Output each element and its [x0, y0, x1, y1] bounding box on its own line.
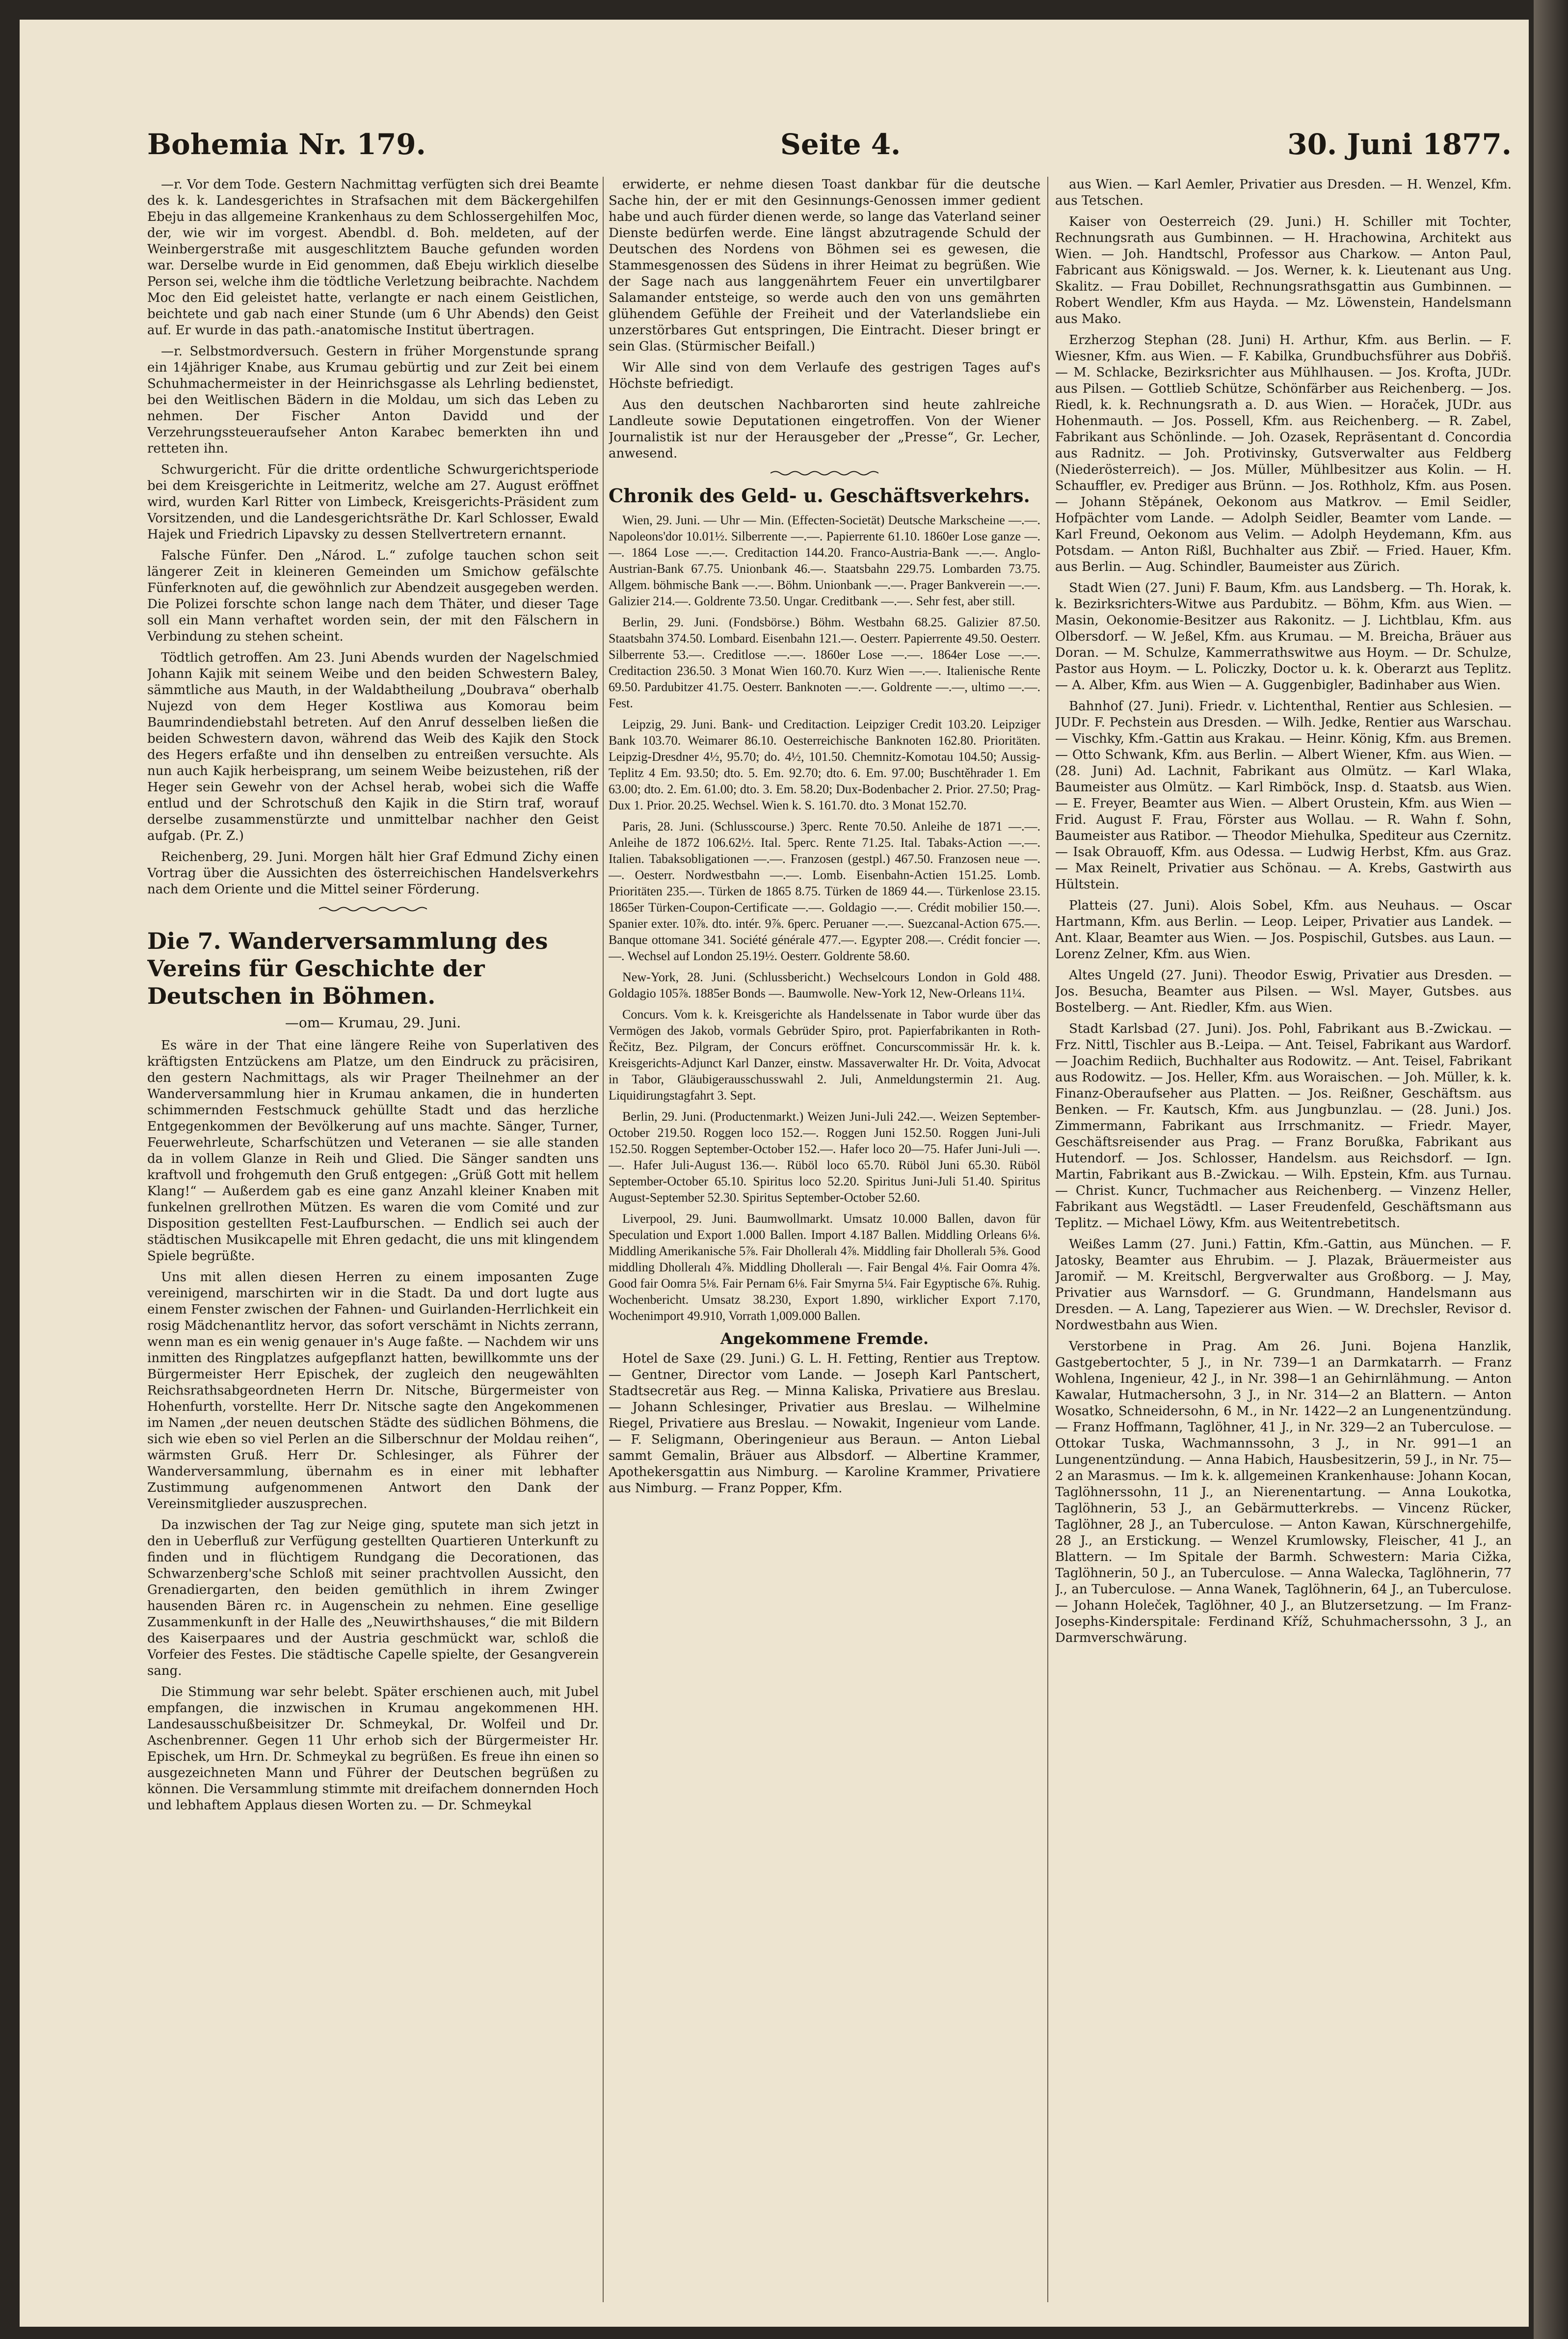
arrivals-list: Altes Ungeld (27. Juni). Theodor Eswig, Privatier aus Dresden. — Jos. Besucha, Beamter aus Pilsen. — Wsl. Mayer, Gutsbes. aus Bostelberg. — Ant. Riedler, Kfm. aus Wien.	[1055, 968, 1512, 1015]
market-report: New-York, 28. Juni. (Schlussbericht.) Wechselcours London in Gold 488. Goldagio 105⅞. 1885er Bonds —. Baumwolle. New-York 12, New-Orleans 11¼.	[609, 970, 1040, 1000]
article-paragraph: Aus den deutschen Nachbarorten sind heute zahlreiche Landleute sowie Deputationen eingetroffen. Von der Wiener Journalistik ist nur der Herausgeber der „Presse“, Gr. Lecher, anwesend.	[609, 398, 1040, 461]
arrivals-list: Stadt Karlsbad (27. Juni). Jos. Pohl, Fabrikant aus B.-Zwickau. — Frz. Nittl, Tischler aus B.-Leipa. — Ant. Teisel, Fabrikant aus Wardorf. — Joachim Rediich, Buchhalter aus Rodowitz. — Ant. Teisel, Fabrikant aus Rodowitz. — Jos. Heller, Kfm. aus Woraischen. — Joh. Müller, k. k. Finanz-Oberaufseher aus Platten. — Jos. Reißner, Geschäftsm. aus Benken. — Fr. Kautsch, Kfm. aus Jungbunzlau. — (28. Juni.) Jos. Zimmermann, Fabrikant aus Irrschmanitz. — Friedr. Mayer, Geschäftsreisender aus Prag. — Franz Borußka, Fabrikant aus Hutendorf. — Jos. Schlosser, Handelsm. aus Reichsdorf. — Ign. Martin, Fabrikant aus B.-Zwickau. — Wilh. Epstein, Kfm. aus Turnau. — Christ. Kuncr, Tuchmacher aus Reichenberg. — Vinzenz Heller, Fabrikant aus Wegstädtl. — Laser Freudenfeld, Geschäftsmann aus Teplitz. — Michael Löwy, Kfm. aus Weitentrebetitsch.	[1055, 1022, 1512, 1231]
article-paragraph: Wir Alle sind von dem Verlaufe des gestrigen Tages auf's Höchste befriedigt.	[609, 360, 1040, 391]
market-report: Berlin, 29. Juni. (Fondsbörse.) Böhm. Westbahn 68.25. Galizier 87.50. Staatsbahn 374.50. Lombard. Eisenbahn 121.—. Oesterr. Papierrente 49.50. Oesterr. Silberrente 53.—. Creditlose —.—. 1860er Lose —.—. 1864er Lose —.—. Creditaction 236.50. 3 Monat Wien 160.70. Kurz Wien —.—. Italienische Rente 69.50. Pardubitzer 41.75. Oesterr. Banknoten —.—. Goldrente —.—, ultimo —.—. Fest.	[609, 615, 1040, 710]
section-dateline: —om— Krumau, 29. Juni.	[285, 1015, 461, 1031]
article-paragraph: Da inzwischen der Tag zur Neige ging, sputete man sich jetzt in den in Ueberfluß zur Verfügung gestellten Quartieren Unterkunft zu finden und in flüchtigem Rundgang die Decorationen, das Schwarzenberg'sche Schloß mit seiner prachtvollen Aussicht, den Grenadiergarten, den beiden gemüthlich in ihrem Zwinger hausenden Bären rc. in Augenschein zu nehmen. Eine gesellige Zusammenkunft in der Halle des „Neuwirthshauses,“ die mit Bildern des Kaiserpaares und der Austria geschmückt war, schloß die Vorfeier des Festes. Die städtische Capelle spielte, der Gesangverein sang.	[147, 1518, 599, 1678]
market-report: Wien, 29. Juni. — Uhr — Min. (Effecten-Societät) Deutsche Markscheine —.—. Napoleons'dor 10.01½. Silberrente —.—. Papierrente 61.10. 1860er Lose ganze —.—. 1864 Lose —.—. Creditaction 144.20. Franco-Austria-Bank —.—. Anglo-Austrian-Bank 67.75. Unionbank 46.—. Staatsbahn 229.75. Lombarden 73.75. Allgem. böhmische Bank —.—. Böhm. Unionbank —.—. Prager Bankverein —.—. Galizier 214.—. Goldrente 73.50. Ungar. Creditbank —.—. Sehr fest, aber still.	[609, 513, 1040, 608]
column-3	[1055, 177, 1512, 2302]
newspaper-page	[20, 20, 1529, 2327]
article-paragraph: Es wäre in der That eine längere Reihe von Superlativen des kräftigsten Entzückens am Platze, um den Eindruck zu präcisiren, den gestern Nachmittags, als wir Prager Theilnehmer an der Wanderversammlung hier in Krumau ankamen, die in hunderten schimmernden Festschmuck gehüllte Stadt und das herzliche Entgegenkommen der Bevölkerung auf uns machte. Sänger, Turner, Feuerwehrleute, Scharfschützen und Veteranen — sie alle standen da in vollem Glanze in Reih und Glied. Die Sänger sandten uns kraftvoll und frohgemuth den Gruß entgegen: „Grüß Gott mit hellem Klang!“ — Außerdem gab es eine ganz Anzahl kleiner Knaben mit funkelnen grellrothen Mützen. Es waren die vom Comité und zur Disposition gestellten Fest-Laufburschen. — Endlich sei auch der städtischen Musikcapelle mit Ehren gedacht, die uns mit klingendem Spiele begrüßte.	[147, 1038, 599, 1264]
death-notices: Verstorbene in Prag. Am 26. Juni. Bojena Hanzlik, Gastgebertochter, 5 J., in Nr. 739—1 an Darmkatarrh. — Franz Wohlena, Ingenieur, 42 J., in Nr. 398—1 an Gehirnlähmung. — Anton Kawalar, Hutmachersohn, 3 J., in Nr. 314—2 an Blattern. — Anton Wosatko, Schneidersohn, 6 M., in Nr. 1422—2 an Lungenentzündung. — Franz Hoffmann, Taglöhner, 41 J., in Nr. 329—2 an Tuberculose. — Ottokar Tuska, Wachmannssohn, 3 J., in Nr. 991—1 an Lungenentzündung. — Anna Habich, Hausbesitzerin, 59 J., in Nr. 75—2 an Marasmus. — Im k. k. allgemeinen Krankenhause: Johann Kocan, Taglöhnerssohn, 11 J., an Nierenentartung. — Anna Loukotka, Taglöhnerin, 53 J., an Gebärmutterkrebs. — Vincenz Rücker, Taglöhner, 28 J., an Tuberculose. — Anton Kawan, Kürschnergehilfe, 28 J., an Erstickung. — Wenzel Krumlowsky, Fleischer, 41 J., an Blattern. — Im Spitale der Barmh. Schwestern: Maria Cižka, Taglöhnerin, 50 J., an Tuberculose. — Anna Walecka, Taglöhnerin, 77 J., an Tuberculose. — Anna Wanek, Taglöhnerin, 64 J., an Tuberculose. — Johann Holeček, Taglöhner, 40 J., an Blutzersetzung. — Im Franz-Josephs-Kinderspitale: Ferdinand Kříž, Schuhmacherssohn, 3 J., an Darmverschwärung.	[1055, 1339, 1512, 1645]
market-report: Berlin, 29. Juni. (Productenmarkt.) Weizen Juni-Juli 242.—. Weizen September-October 219.50. Roggen loco 152.—. Roggen Juni 152.50. Roggen Juni-Juli 152.50. Roggen September-October 152.—. Hafer loco 20—75. Hafer Juni-Juli —.—. Hafer Juli-August 136.—. Rüböl loco 65.70. Rüböl Juni 65.30. Rüböl September-October 65.10. Spiritus loco 52.20. Spiritus Juni-Juli 51.40. Spiritus August-September 52.30. Spiritus September-October 52.60.	[609, 1109, 1040, 1205]
arrivals-list: Kaiser von Oesterreich (29. Juni.) H. Schiller mit Tochter, Rechnungsrath aus Gumbinnen. — H. Hrachowina, Architekt aus Wien. — Joh. Handtschl, Professor aus Charkow. — Anton Paul, Fabricant aus Königswald. — Jos. Werner, k. k. Lieutenant aus Ung. Skalitz. — Frau Dobillet, Rechnungsrathsgattin aus Gumbinnen. — Robert Wendler, Kfm aus Hayda. — Mz. Löwenstein, Handelsmann aus Mako.	[1055, 215, 1512, 326]
arrivals-list: Weißes Lamm (27. Juni.) Fattin, Kfm.-Gattin, aus München. — F. Jatosky, Beamter aus Ehrubim. — J. Plazak, Bräuermeister aus Jaromiř. — M. Kreitschl, Bergverwalter aus Großborg. — J. May, Privatier aus Warnsdorf. — G. Grundmann, Handelsmann aus Dresden. — A. Lang, Tapezierer aus Wien. — W. Drechsler, Revisor d. Nordwestbahn aus Wien.	[1055, 1237, 1512, 1333]
news-item: —r. Vor dem Tode. Gestern Nachmittag verfügten sich drei Beamte des k. k. Landesgerichtes in Strafsachen mit dem Bäckergehilfen Ebeju in das allgemeine Krankenhaus zu dem Schlossergehilfen Moc, der, wie wir im vorgest. Abendbl. d. Boh. meldeten, auf der Weinbergerstraße mit ausgeschlitztem Bauche gefunden worden war. Derselbe wurde in Eid genommen, daß Ebeju wirklich dieselbe Person sei, welche ihm die tödtliche Verletzung beibrachte. Nachdem Moc den Eid geleistet hatte, verlangte er nach einem Geistlichen, beichtete und gab nach einer Stunde (um 6 Uhr Abends) den Geist auf. Er wurde in das path.-anatomische Institut übertragen.	[147, 177, 599, 338]
header-page-number: Seite 4.	[780, 128, 901, 161]
section-title: Die 7. Wanderversammlung des Vereins für Geschichte der Deutschen in Böhmen.	[147, 928, 548, 1009]
news-item: Reichenberg, 29. Juni. Morgen hält hier Graf Edmund Zichy einen Vortrag über die Aussichten des österreichischen Handelsverkehrs nach dem Oriente und die Mittel seiner Förderung.	[147, 850, 599, 897]
column-divider	[603, 177, 604, 2302]
header-date: 30. Juni 1877.	[1287, 128, 1512, 161]
header-masthead: Bohemia Nr. 179.	[147, 128, 426, 161]
column-divider	[1047, 177, 1048, 2302]
arrivals-list: Bahnhof (27. Juni). Friedr. v. Lichtenthal, Rentier aus Schlesien. — JUDr. F. Pechstein aus Dresden. — Wilh. Jedke, Rentier aus Warschau. — Vischky, Kfm.-Gattin aus Krakau. — Heinr. König, Kfm. aus Bremen. — Otto Schwank, Kfm. aus Berlin. — Albert Wiener, Kfm. aus Wien. — (28. Juni) Ad. Lachnit, Fabrikant aus Olmütz. — Karl Wlaka, Baumeister aus Olmütz. — Karl Rimböck, Insp. d. Staatsb. aus Wien. — E. Freyer, Beamter aus Wien. — Albert Orustein, Kfm. aus Wien — Frid. August F. Frau, Förster aus Wollau. — R. Wahn f. Sohn, Baumeister aus Ratibor. — Theodor Miehulka, Spediteur aus Czernitz. — Isak Obrauoff, Kfm. aus Odessa. — Ludwig Herbst, Kfm. aus Graz. — Max Reinelt, Privatier aus Schönau. — A. Krebs, Gastwirth aus Hültstein.	[1055, 699, 1512, 892]
section-title: Angekommene Fremde.	[720, 1329, 929, 1348]
article-paragraph: erwiderte, er nehme diesen Toast dankbar für die deutsche Sache hin, der er mit den Gesinnungs-Genossen immer gedient habe und auch fürder dienen werde, so lange das Vaterland seiner Dienste bedürfen werde. Eine längst abzutragende Schuld der Deutschen des Nordens von Böhmen sei es gewesen, die Stammesgenossen des Südens in ihrer Heimat zu begrüßen. Wie der Sage nach aus langgenährtem Feuer ein unvertilgbarer Salamander entsteige, so werde auch den von uns gemährten glühendem Gefühle der Freiheit und der Vaterlandsliebe ein unzerstörbares Gut entspringen, Die Eintracht. Dieser bringt er sein Glas. (Stürmischer Beifall.)	[609, 177, 1040, 354]
news-item: Falsche Fünfer. Den „Národ. L.“ zufolge tauchen schon seit längerer Zeit in kleineren Gemeinden um Smichow gefälschte Fünferknoten auf, die gewöhnlich zur Abendzeit ausgegeben werden. Die Polizei forschte schon lange nach dem Thäter, und dieser Tage soll ein Mann verhaftet worden sein, der mit den Fälschern in Verbindung zu stehen scheint.	[147, 548, 599, 644]
arrivals-list: Stadt Wien (27. Juni) F. Baum, Kfm. aus Landsberg. — Th. Horak, k. k. Bezirksrichters-Witwe aus Pardubitz. — Böhm, Kfm. aus Wien. — Masin, Oekonomie-Besitzer aus Rakonitz. — J. Lichtblau, Kfm. aus Olbersdorf. — W. Jeßel, Kfm. aus Krumau. — M. Breicha, Bräuer aus Doran. — M. Schulze, Kammerrathswitwe aus Hoym. — Dr. Schulze, Pastor aus Hoym. — L. Policzky, Doctor u. k. k. Oberarzt aus Teplitz. — A. Alber, Kfm. aus Wien — A. Guggenbigler, Badinhaber aus Wien.	[1055, 581, 1512, 693]
market-report: Leipzig, 29. Juni. Bank- und Creditaction. Leipziger Credit 103.20. Leipziger Bank 103.70. Weimarer 86.10. Oesterreichische Banknoten 162.80. Prioritäten. Leipzig-Dresdner 4½, 95.70; do. 4½, 101.50. Chemnitz-Komotau 104.50; Aussig-Teplitz 4 Em. 93.50; dto. 5. Em. 92.70; dto. 6. Em. 97.00; Buschtěhrader 1. Em 63.00; dto. 2. Em. 61.00; dto. 3. Em. 58.20; Dux-Bodenbacher 2. Prior. 27.50; Prag-Dux 1. Prior. 20.25. Wechsel. Wien k. S. 161.70. dto. 3 Monat 152.70.	[609, 717, 1040, 812]
page-header	[147, 128, 1512, 167]
section-title: Chronik des Geld- u. Geschäftsverkehrs.	[609, 484, 1030, 507]
article-paragraph: Uns mit allen diesen Herren zu einem imposanten Zuge vereinigend, marschirten wir in die Stadt. Da und dort lugte aus einem Fenster zwischen der Fahnen- und Guirlanden-Herrlichkeit ein rosig Mädchenantlitz hervor, das sofort verschämt in Nichts zerrann, wenn man es ein wenig genauer in's Auge faßte. — Nachdem wir uns inmitten des Ringplatzes aufgepflanzt hatten, bewillkommte uns der Bürgermeister Herr Epischek, der zugleich den neugewählten Reichsrathsabgeordneten Herrn Dr. Nitsche, Bürgermeister von Hohenfurth, vorstellte. Herr Dr. Nitsche sagte den Angekommenen im Namen „der neuen deutschen Städte des südlichen Böhmens, die sich wie eben so viel Perlen an die Silberschnur der Moldau reihen“, wärmsten Gruß. Herr Dr. Schlesinger, als Führer der Wanderversammlung, übernahm es in einer mit lebhafter Zustimmung aufgenommenen Antwort den Dank der Vereinsmitglieder auszusprechen.	[147, 1270, 599, 1511]
page-edge	[1534, 0, 1568, 2339]
news-item: Schwurgericht. Für die dritte ordentliche Schwurgerichtsperiode bei dem Kreisgerichte in Leitmeritz, welche am 27. August eröffnet wird, wurden Karl Ritter von Limbeck, Kreisgerichts-Präsident zum Vorsitzenden, und die Landesgerichtsräthe Dr. Karl Schlosser, Ewald Hajek und Friedrich Lipavsky zu dessen Stellvertretern ernannt.	[147, 462, 599, 542]
arrivals-list: Hotel de Saxe (29. Juni.) G. L. H. Fetting, Rentier aus Treptow. — Gentner, Director vom Lande. — Joseph Karl Pantschert, Stadtsecretär aus Reg. — Minna Kaliska, Privatiere aus Breslau. — Johann Schlesinger, Privatier aus Breslau. — Wilhelmine Riegel, Privatiere aus Breslau. — Nowakit, Ingenieur vom Lande. — F. Seligmann, Oberingenieur aus Beraun. — Anton Liebal sammt Gemalin, Bräuer aus Albsdorf. — Albertine Krammer, Apothekersgattin aus Nimburg. — Karoline Krammer, Privatiere aus Nimburg. — Franz Popper, Kfm.	[609, 1351, 1040, 1496]
ornament-divider	[771, 470, 878, 477]
article-paragraph: Die Stimmung war sehr belebt. Später erschienen auch, mit Jubel empfangen, die inzwischen in Krumau angekommenen HH. Landesausschußbeisitzer Dr. Schmeykal, Dr. Wolfeil und Dr. Aschenbrenner. Gegen 11 Uhr erhob sich der Bürgermeister Hr. Epischek, um Hrn. Dr. Schmeykal zu begrüßen. Es freue ihn einen so ausgezeichneten Mann und Führer der Deutschen begrüßen zu können. Die Versammlung stimmte mit dreifachem donnernden Hoch und lebhaftem Applaus diesen Worten zu. — Dr. Schmeykal	[147, 1685, 599, 1813]
ornament-divider	[319, 906, 427, 913]
column-1	[147, 177, 599, 2302]
arrivals-list: aus Wien. — Karl Aemler, Privatier aus Dresden. — H. Wenzel, Kfm. aus Tetschen.	[1055, 177, 1512, 208]
news-item: Tödtlich getroffen. Am 23. Juni Abends wurden der Nagelschmied Johann Kajik mit seinem Weibe und den beiden Schwestern Baley, sämmtliche aus Mauth, in der Waldabtheilung „Doubrava“ oberhalb Nujezd von dem Heger Kostliwa aus Komorau beim Baumrindendiebstahl betreten. Auf den Anruf desselben ließen die beiden Schwestern davon, während das Weib des Kajik den Stock des Hegers erfaßte und ihn denselben zu entreißen versuchte. Als nun auch Kajik herbeisprang, um seinem Weibe beizustehen, riß der Heger sein Gewehr von der Achsel herab, wobei sich die Waffe entlud und der Schrotschuß den Kajik in die Stirn traf, worauf derselbe zusammenstürzte und unmittelbar nachher den Geist aufgab. (Pr. Z.)	[147, 650, 599, 843]
market-report: Liverpool, 29. Juni. Baumwollmarkt. Umsatz 10.000 Ballen, davon für Speculation und Export 1.000 Ballen. Import 4.187 Ballen. Middling Orleans 6⅛. Middling Amerikanische 5⅞. Fair Dholleralı 4⅞. Middling fair Dholleralı 5⅜. Good middling Dholleralı 4⅞. Middling Dholleralı —. Fair Bengal 4⅛. Fair Oomra 4⅞. Good fair Oomra 5⅛. Fair Pernam 6⅛. Fair Smyrna 5¼. Fair Egyptische 6⅞. Ruhig. Wochenbericht. Umsatz 38.230, Export 1.890, wirklicher Export 7.170, Wochenimport 49.910, Vorrath 1,009.000 Ballen.	[609, 1211, 1040, 1323]
news-item: —r. Selbstmordversuch. Gestern in früher Morgenstunde sprang ein 14jähriger Knabe, aus Krumau gebürtig und zur Zeit bei einem Schuhmachermeister in der Heinrichsgasse als Lehrling bedienstet, bei den Weitlischen Bädern in die Moldau, um sich das Leben zu nehmen. Der Fischer Anton Davidd und der Verzehrungssteueraufseher Anton Karabec bemerkten ihn und retteten ihn.	[147, 344, 599, 456]
concurs-notice: Concurs. Vom k. k. Kreisgerichte als Handelssenate in Tabor wurde über das Vermögen des Jakob, vormals Gebrüder Spiro, prot. Papierfabrikanten in Roth-Řečitz, Bez. Pilgram, der Concurs eröffnet. Concurscommissär Hr. k. k. Kreisgerichts-Adjunct Karl Danzer, einstw. Massaverwalter Hr. Dr. Voita, Advocat in Tabor, Gläubigerausschusswahl 2. Juli, Anmeldungstermin 21. Aug. Liquidirungstagfahrt 3. Sept.	[609, 1007, 1040, 1102]
column-2	[609, 177, 1040, 2302]
arrivals-list: Platteis (27. Juni). Alois Sobel, Kfm. aus Neuhaus. — Oscar Hartmann, Kfm. aus Berlin. — Leop. Leiper, Privatier aus Landek. — Ant. Klaar, Beamter aus Wien. — Jos. Pospischil, Gutsbes. aus Laun. — Lorenz Zelner, Kfm. aus Wien.	[1055, 898, 1512, 962]
arrivals-list: Erzherzog Stephan (28. Juni) H. Arthur, Kfm. aus Berlin. — F. Wiesner, Kfm. aus Wien. — F. Kabilka, Grundbuchsführer aus Dobřiš. — M. Schlacke, Bezirksrichter aus Mühlhausen. — Jos. Krofta, JUDr. aus Pilsen. — Gottlieb Schütze, Schönfärber aus Reichenberg. — Jos. Riedl, k. k. Rechnungsrath a. D. aus Wien. — Horaček, JUDr. aus Hohenmauth. — Jos. Possell, Kfm. aus Reichenberg. — R. Zabel, Fabrikant aus Schönlinde. — Joh. Ozasek, Repräsentant d. Concordia aus Radnitz. — Joh. Protivinsky, Gutsverwalter aus Feldberg (Niederösterreich). — Jos. Müller, Mühlbesitzer aus Kolin. — H. Schauffler, ev. Prediger aus Brünn. — Jos. Rothholz, Kfm. aus Posen. — Johann Stěpánek, Oekonom aus Matkrov. — Emil Seidler, Hofpächter vom Lande. — Adolph Seidler, Beamter vom Lande. — Karl Freund, Oekonom aus Velim. — Adolph Heydemann, Kfm. aus Potsdam. — Anton Rißl, Buchhalter aus Zbiř. — Fried. Hauer, Kfm. aus Berlin. — Aug. Schindler, Baumeister aus Zürich.	[1055, 333, 1512, 574]
market-report: Paris, 28. Juni. (Schlusscourse.) 3perc. Rente 70.50. Anleihe de 1871 —.—. Anleihe de 1872 106.62½. Ital. 5perc. Rente 71.25. Ital. Tabaks-Action —.—. Italien. Tabaksobligationen —.—. Franzosen (gestpl.) 467.50. Franzosen neue —.—. Oesterr. Nordwestbahn —.—. Lomb. Eisenbahn-Actien 151.25. Lomb. Prioritäten 235.—. Türken de 1865 8.75. Türken de 1869 44.—. Türkenlose 23.15. 1865er Türken-Coupon-Certificate —.—. Goldagio —.—. Crédit mobilier 150.—. Spanier exter. 10⅞. dto. intér. 9⅞. 6perc. Peruaner —.—. Suezcanal-Action 675.—. Banque ottomane 341. Société générale 477.—. Egypter 208.—. Crédit foncier —.—. Wechsel auf London 25.19½. Oesterr. Goldrente 58.60.	[609, 819, 1040, 963]
